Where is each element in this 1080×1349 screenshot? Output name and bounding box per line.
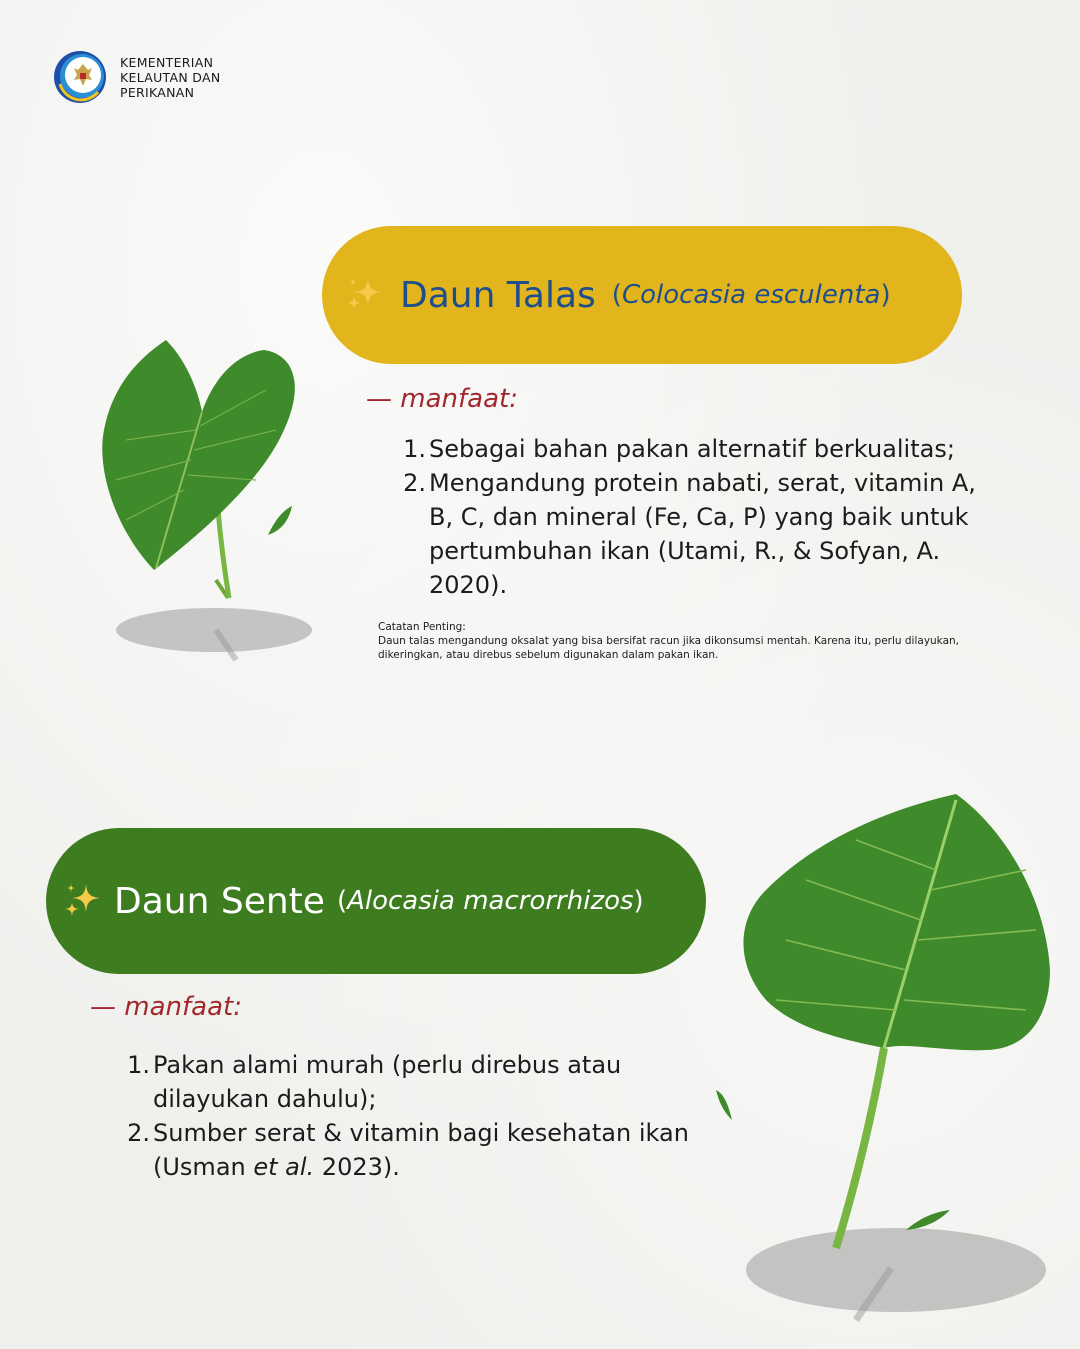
ministry-name-line-2: KELAUTAN DAN bbox=[120, 69, 221, 85]
list-item-number: 1. bbox=[127, 1051, 150, 1079]
sente-benefit-list bbox=[124, 1048, 724, 1184]
ministry-name bbox=[120, 55, 221, 100]
talas-benefit-label: manfaat: bbox=[400, 384, 518, 414]
taro-leaf-icon bbox=[96, 330, 326, 670]
sente-title-banner bbox=[46, 828, 706, 974]
talas-title-banner bbox=[322, 226, 962, 364]
list-item-number: 2. bbox=[127, 1119, 150, 1147]
talas-title: Daun Talas bbox=[400, 274, 596, 316]
ministry-name-line-3: PERIKANAN bbox=[120, 84, 195, 100]
sente-title: Daun Sente bbox=[114, 880, 325, 922]
list-item bbox=[124, 1048, 654, 1116]
ministry-logo bbox=[52, 44, 221, 110]
sente-benefit-dash: — bbox=[90, 992, 116, 1022]
list-item-number: 2. bbox=[403, 469, 426, 497]
list-item bbox=[400, 466, 980, 602]
citation-italic: et al. bbox=[253, 1153, 315, 1181]
citation-text-before: Sumber serat & vitamin bagi kesehatan ikan (Usman bbox=[153, 1119, 689, 1181]
sente-leaf-icon bbox=[706, 790, 1066, 1330]
talas-benefit-heading bbox=[366, 384, 518, 414]
list-item-text bbox=[153, 1116, 724, 1184]
talas-sci-close: ) bbox=[880, 280, 891, 310]
sente-sci-open: ( bbox=[336, 886, 348, 916]
list-item-text: Mengandung protein nabati, serat, vitamin A, B, C, dan mineral (Fe, Ca, P) yang baik untuk pertumbuhan ikan (Utami, R., & Sofyan, A. 2020). bbox=[429, 469, 976, 599]
sente-sci-close: ) bbox=[633, 886, 644, 916]
talas-sci-open: ( bbox=[611, 280, 622, 310]
list-item-number: 1. bbox=[403, 435, 426, 463]
list-item bbox=[400, 432, 1000, 466]
sente-benefit-heading bbox=[90, 992, 242, 1022]
note-title: Catatan Penting: bbox=[378, 621, 466, 633]
list-item-text: Pakan alami murah (perlu direbus atau dilayukan dahulu); bbox=[153, 1051, 622, 1113]
talas-sci-text: Colocasia esculenta bbox=[621, 280, 881, 310]
talas-scientific-name bbox=[612, 280, 891, 310]
list-item-text: Sebagai bahan pakan alternatif berkualitas; bbox=[429, 435, 955, 463]
ministry-logo-icon bbox=[52, 44, 108, 110]
citation-text-after: 2023). bbox=[314, 1153, 400, 1181]
note-text: Daun talas mengandung oksalat yang bisa bersifat racun jika dikonsumsi mentah. Karena itu, perlu dilayukan, dikeringkan, atau direbus sebelum digunakan dalam pakan ikan. bbox=[378, 635, 960, 661]
talas-benefit-dash: — bbox=[366, 384, 392, 414]
sparkle-icon bbox=[62, 880, 104, 922]
ministry-name-line-1: KEMENTERIAN bbox=[120, 54, 214, 70]
talas-important-note bbox=[378, 620, 968, 662]
sparkle-icon bbox=[344, 274, 386, 316]
talas-benefit-list bbox=[400, 432, 1000, 602]
sente-sci-text: Alocasia macrorrhizos bbox=[347, 886, 634, 916]
list-item bbox=[124, 1116, 724, 1184]
sente-benefit-label: manfaat: bbox=[124, 992, 242, 1022]
sente-scientific-name bbox=[337, 886, 644, 916]
